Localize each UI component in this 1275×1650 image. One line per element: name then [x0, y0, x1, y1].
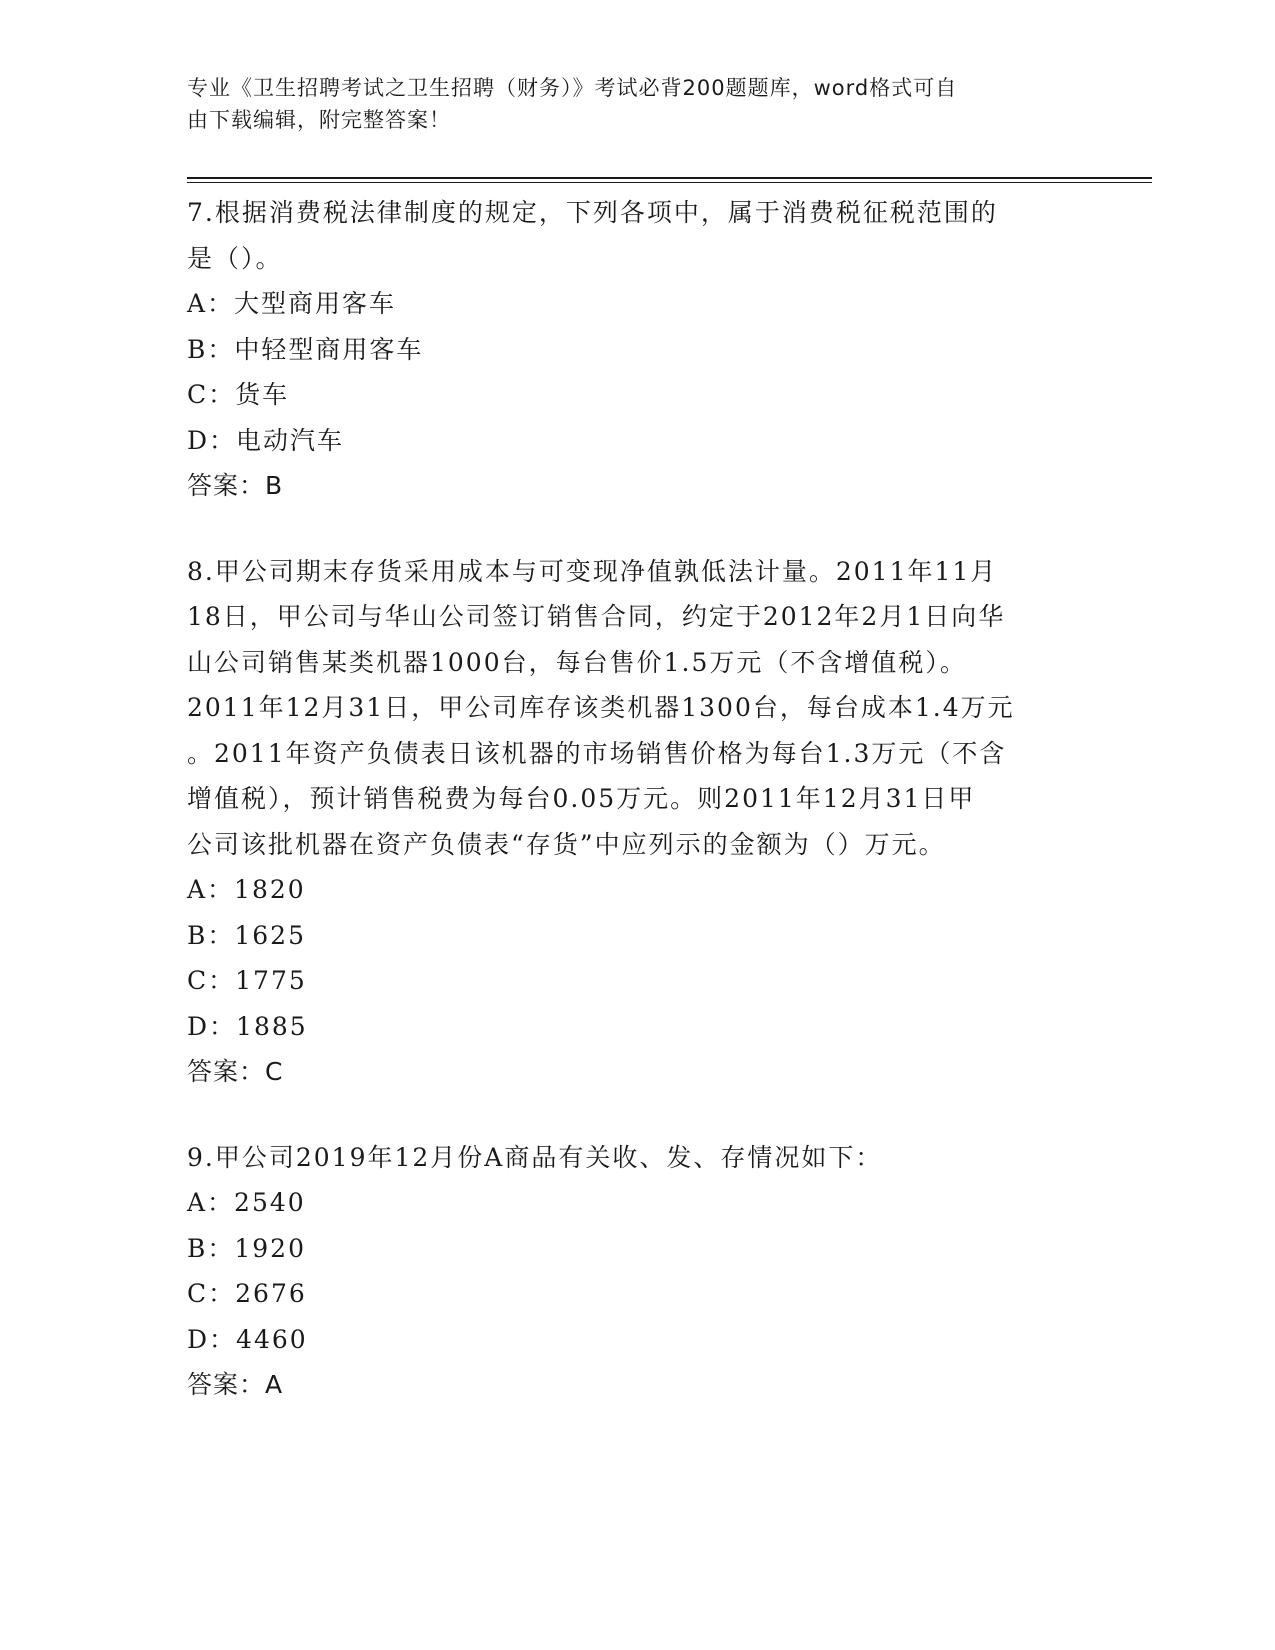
answer-line: 答案：B [187, 471, 284, 500]
question-stem-line: 18日，甲公司与华山公司签订销售合同，约定于2012年2月1日向华 [187, 602, 1006, 631]
document-header [187, 72, 1067, 136]
question-stem-line: 。2011年资产负债表日该机器的市场销售价格为每台1.3万元（不含 [187, 738, 1007, 768]
option-d: D：1885 [187, 1011, 308, 1041]
option-b: B：中轻型商用客车 [187, 334, 424, 364]
option-c: C：2676 [187, 1279, 307, 1308]
question-stem-line: 2011年12月31日，甲公司库存该类机器1300台，每台成本1.4万元 [187, 693, 1015, 722]
question-list [187, 190, 1087, 1448]
divider-thin [187, 182, 1152, 183]
header-divider [187, 177, 1152, 183]
divider-thick [187, 177, 1152, 179]
question-stem-line: 增值税），预计销售税费为每台0.05万元。则2011年12月31日甲 [187, 784, 976, 813]
question-stem-line: 7.根据消费税法律制度的规定，下列各项中，属于消费税征税范围的 [187, 198, 998, 227]
question-stem-line: 9.甲公司2019年12月份A商品有关收、发、存情况如下： [187, 1142, 883, 1172]
question-stem-line: 公司该批机器在资产负债表“存货”中应列示的金额为（）万元。 [187, 829, 946, 859]
option-a: A：2540 [187, 1188, 306, 1217]
option-d: D：电动汽车 [187, 425, 345, 455]
option-c: C：1775 [187, 966, 307, 995]
answer-line: 答案：A [187, 1370, 284, 1399]
header-line-2: 由下载编辑，附完整答案！ [187, 108, 451, 132]
option-b: B：1920 [187, 1233, 306, 1263]
question-stem-line: 8.甲公司期末存货采用成本与可变现净值孰低法计量。2011年11月 [187, 556, 998, 586]
question-stem-line: 山公司销售某类机器1000台，每台售价1.5万元（不含增值税）。 [187, 647, 967, 677]
option-a: A：大型商用客车 [187, 289, 397, 318]
question-7 [187, 190, 1087, 509]
question-stem-line: 是（）。 [187, 243, 283, 273]
header-line-1: 专业《卫生招聘考试之卫生招聘（财务）》考试必背200题题库，word格式可自 [187, 76, 958, 100]
answer-line: 答案：C [187, 1057, 284, 1086]
question-8 [187, 549, 1087, 1095]
option-a: A：1820 [187, 875, 306, 904]
option-c: C：货车 [187, 380, 290, 409]
option-b: B：1625 [187, 920, 306, 950]
option-d: D：4460 [187, 1324, 308, 1354]
question-9 [187, 1135, 1087, 1408]
